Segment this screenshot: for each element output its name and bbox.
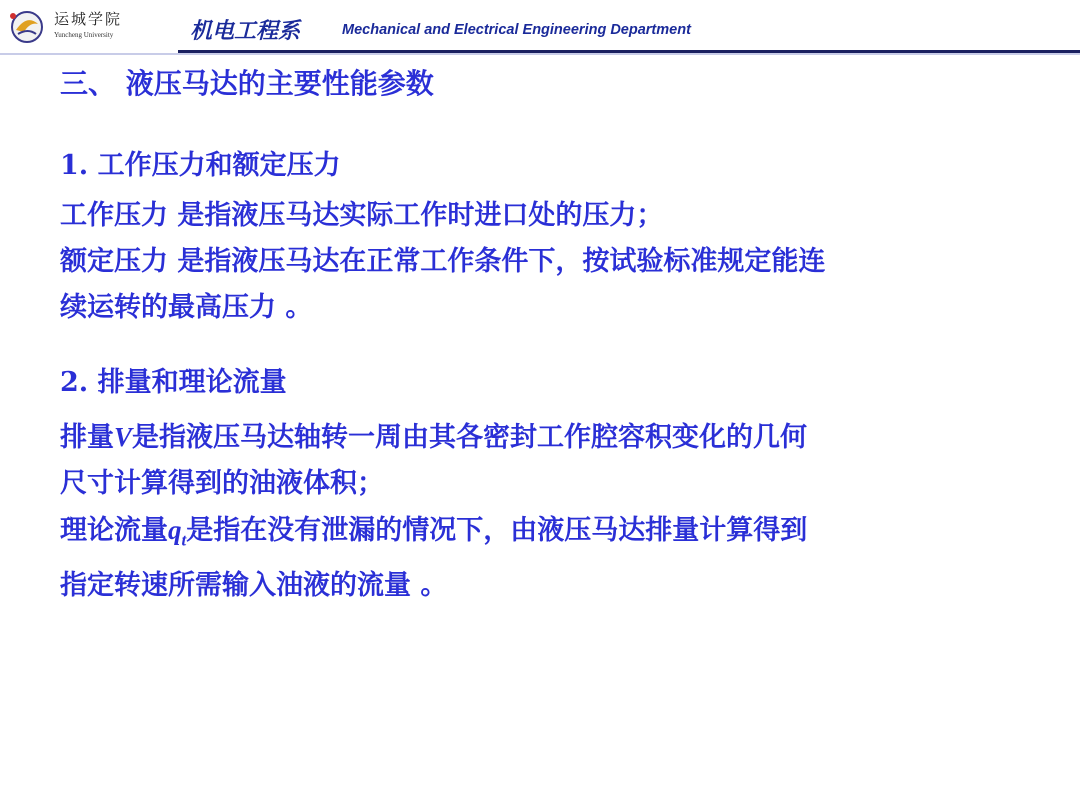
department-name-en: Mechanical and Electrical Engineering Department: [342, 22, 691, 38]
displacement-label: 排量: [60, 422, 114, 453]
section2-line4: 指定转速所需输入油液的流量 。: [60, 570, 448, 602]
slide-header: [0, 0, 1080, 52]
displacement-definition: 是指液压马达轴转一周由其各密封工作腔容积变化的几何: [132, 422, 808, 453]
header-divider-light: [0, 53, 1080, 55]
section2-line3: [60, 507, 1020, 563]
section1-body: [60, 193, 1020, 331]
theoretical-flow-label: 理论流量: [60, 515, 168, 546]
theoretical-flow-definition: 是指在没有泄漏的情况下，由液压马达排量计算得到: [186, 515, 808, 546]
section1-line1: 工作压力 是指液压马达实际工作时进口处的压力；: [60, 200, 664, 231]
section2-line1: [60, 414, 1020, 461]
department-name-cn: 机电工程系: [190, 19, 301, 44]
section1-line3: 续运转的最高压力 。: [60, 292, 313, 323]
section2-heading: 2. 排量和理论流量: [60, 367, 287, 398]
flow-symbol: q: [168, 515, 182, 545]
slide-title: 三、 液压马达的主要性能参数: [60, 67, 434, 100]
section2-line2: 尺寸计算得到的油液体积；: [60, 468, 384, 499]
section2-body: [60, 414, 1020, 609]
displacement-symbol: V: [114, 422, 133, 452]
flow-symbol-subscript: t: [181, 530, 187, 550]
university-emblem-icon: [8, 10, 46, 44]
logo-text-cn: 运城学院: [54, 10, 123, 28]
section1-line2: 额定压力 是指液压马达在正常工作条件下，按试验标准规定能连: [60, 246, 826, 277]
logo-text-en: Yuncheng University: [54, 31, 114, 39]
section1-heading: 1. 工作压力和额定压力: [60, 150, 341, 181]
university-logo: [0, 0, 178, 52]
